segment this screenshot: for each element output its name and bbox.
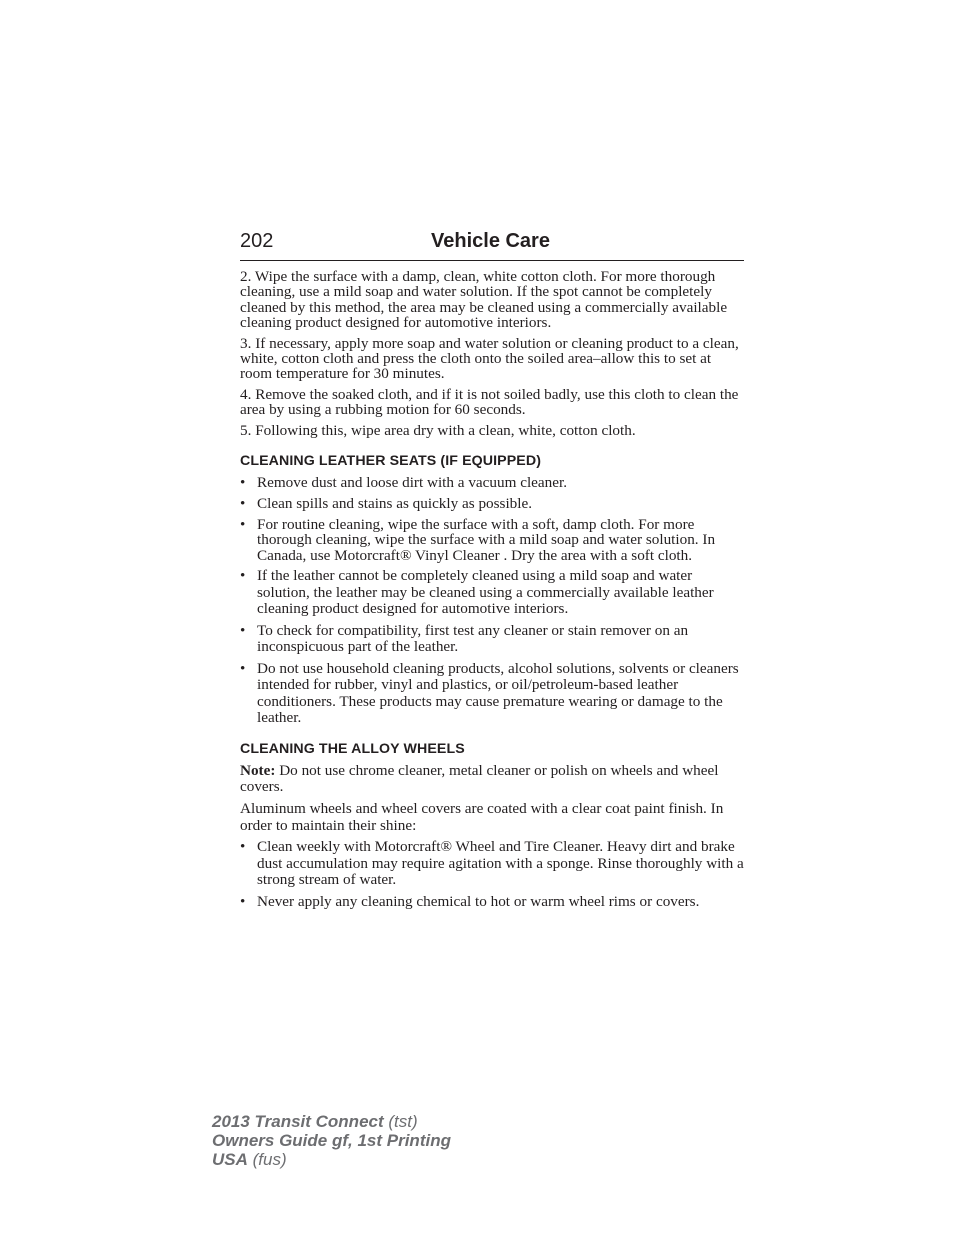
- list-item: • For routine cleaning, wipe the surface with a soft, damp cloth. For more thorough cleaning, wipe the surface with a mild soap and water solution. In Canada, use Motorcraft® Vinyl Cleaner . Dry the area with a soft cloth.: [240, 516, 716, 564]
- step-2: 2. Wipe the surface with a damp, clean, white cotton cloth. For more thorough cleaning, use a mild soap and water solution. If the spot cannot be completely cleaned by this method, the area may be cleaned using a commercially available cleaning product designed for automotive interiors.: [240, 268, 728, 331]
- bullet-icon: •: [240, 892, 246, 910]
- wheels-note: [240, 763, 746, 796]
- footer-line-2: Owners Guide gf, 1st Printing: [212, 1131, 451, 1150]
- page-footer: [212, 1112, 451, 1169]
- bullet-icon: •: [240, 659, 246, 677]
- wheels-bullet-list: [240, 839, 746, 910]
- list-item: • Remove dust and loose dirt with a vacuum cleaner.: [240, 474, 567, 492]
- leather-heading: CLEANING LEATHER SEATS (IF EQUIPPED): [240, 453, 542, 470]
- note-label: Note:: [240, 762, 276, 780]
- list-item: • If the leather cannot be completely cleaned using a mild soap and water solution, the leather may be cleaned using a commercially available leather cleaning product designed for automotive interiors.: [240, 567, 714, 618]
- bullet-icon: •: [240, 567, 246, 585]
- list-item: • Clean weekly with Motorcraft® Wheel and Tire Cleaner. Heavy dirt and brake dust accumulation may require agitation with a sponge. Rinse thoroughly with a strong stream of water.: [240, 838, 744, 888]
- page-number: 202: [240, 230, 274, 252]
- bullet-icon: •: [240, 838, 246, 856]
- step-5: 5. Following this, wipe area dry with a clean, white, cotton cloth.: [240, 422, 636, 440]
- wheels-heading: CLEANING THE ALLOY WHEELS: [240, 741, 465, 758]
- step-3: 3. If necessary, apply more soap and water solution or cleaning product to a clean, white, cotton cloth and press the cloth onto the soiled area–allow this to set at room temperature for 30 minutes.: [240, 334, 739, 383]
- list-item: • Do not use household cleaning products, alcohol solutions, solvents or cleaners intended for rubber, vinyl and plastics, or oil/petroleum-based leather conditioners. These products may cause premature wearing or damage to the leather.: [240, 659, 739, 726]
- list-item: • Clean spills and stains as quickly as possible.: [240, 495, 533, 513]
- step-4: 4. Remove the soaked cloth, and if it is not soiled badly, use this cloth to clean the area by using a rubbing motion for 60 seconds.: [240, 386, 739, 419]
- note-text: Do not use chrome cleaner, metal cleaner or polish on wheels and wheel covers.: [240, 762, 719, 796]
- leather-bullet-list: [240, 475, 746, 726]
- bullet-icon: •: [240, 495, 246, 513]
- list-item: • Never apply any cleaning chemical to hot or warm wheel rims or covers.: [240, 892, 700, 910]
- footer-line-3: USA (fus): [212, 1150, 287, 1169]
- wheels-paragraph: Aluminum wheels and wheel covers are coated with a clear coat paint finish. In order to maintain their shine:: [240, 800, 724, 834]
- footer-line-1: 2013 Transit Connect (tst): [212, 1112, 418, 1131]
- bullet-icon: •: [240, 516, 246, 534]
- list-item: • To check for compatibility, first test any cleaner or stain remover on an inconspicuous part of the leather.: [240, 621, 689, 656]
- bullet-icon: •: [240, 474, 246, 492]
- bullet-icon: •: [240, 621, 246, 639]
- page-header: [240, 228, 744, 261]
- section-title: Vehicle Care: [431, 230, 550, 252]
- page-content: [240, 269, 746, 916]
